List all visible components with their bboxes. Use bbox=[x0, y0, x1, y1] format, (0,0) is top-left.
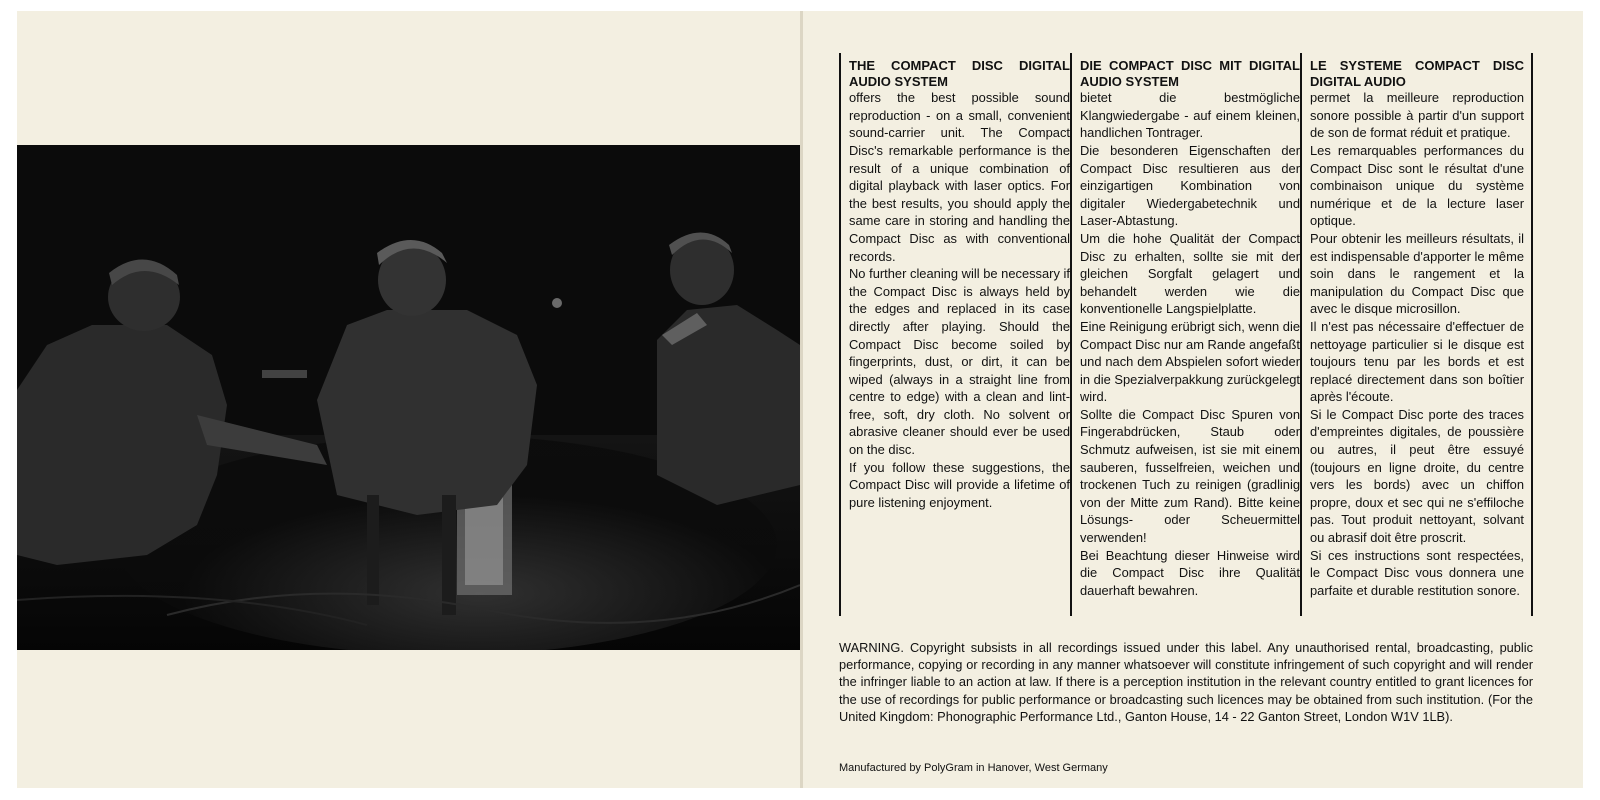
right-page bbox=[803, 11, 1583, 788]
english-heading: THE COMPACT DISC DIGITAL AUDIO SYSTEM bbox=[849, 58, 1070, 89]
concert-photo-image bbox=[17, 145, 800, 650]
french-paragraph: permet la meilleure reproduction sonore possible à partir d'un support de son de format réduit et pratique. bbox=[1310, 90, 1524, 141]
manufacturer-credit: Manufactured by PolyGram in Hanover, West Germany bbox=[839, 762, 1108, 774]
french-paragraph: Pour obtenir les meilleurs résultats, il est indispensable d'apporter le même soin dans le rangement et la manipulation du Compact Disc que avec le disque microsillon. bbox=[1310, 230, 1524, 317]
english-paragraph: If you follow these suggestions, the Compact Disc will provide a lifetime of pure listening enjoyment. bbox=[849, 459, 1070, 510]
german-paragraph: Bei Beachtung dieser Hinweise wird die Compact Disc ihre Qualität dauerhaft bewahren. bbox=[1080, 547, 1300, 598]
english-paragraph: No further cleaning will be necessary if the Compact Disc is always held by the edges and replaced in its case directly after playing. Should the Compact Disc become soiled by fingerprints, dust, or dirt, it can be wiped (always in a straight line from centre to edge) with a clean and lint-free, soft, dry cloth. No solvent or abrasive cleaner should ever be used on the disc. bbox=[849, 266, 1070, 458]
english-paragraph: offers the best possible sound reproduction - on a small, convenient sound-carrier unit. The Compact Disc's remarkable performance is the result of a unique combination of digital playback with laser optics. For the best results, you should apply the same care in storing and handling the Compact Disc as with conventional records. bbox=[849, 90, 1070, 264]
german-paragraph: Die besonderen Eigenschaften der Compact Disc resultieren aus der einzigartigen Kombination von digitaler Wiedergabetechnik und Laser-Abtastung. bbox=[1080, 142, 1300, 229]
german-column bbox=[1070, 53, 1300, 616]
german-paragraph: Um die hohe Qualität der Compact Disc zu erhalten, sollte sie mit der gleichen Sorgfalt gelagert und behandelt werden wie die konventionelle Langspielplatte. bbox=[1080, 230, 1300, 317]
french-column bbox=[1300, 53, 1533, 616]
german-heading: DIE COMPACT DISC MIT DIGITAL AUDIO SYSTEM bbox=[1080, 58, 1300, 89]
copyright-warning: WARNING. Copyright subsists in all recordings issued under this label. Any unauthorised rental, broadcasting, public performance, copying or recording in any manner whatsoever will constitute infringement of such copyright and will render the infringer liable to an action at law. If there is a perception institution in the relevant country entitled to grant licences for the use of recordings for public performance or broadcasting such licences may be obtained from such institution. (For the United Kingdom: Phonographic Performance Ltd., Ganton House, 14 - 22 Ganton Street, London W1V 1LB). bbox=[839, 640, 1533, 724]
french-paragraph: Si le Compact Disc porte des traces d'empreintes digitales, de poussière ou autres, il peut être essuyé (toujours en ligne droite, du centre vers les bords) avec un chiffon propre, doux et sec qui ne s'effiloche pas. Tout produit nettoyant, solvant ou abrasif doit être proscrit. bbox=[1310, 406, 1524, 546]
english-column bbox=[839, 53, 1070, 616]
french-paragraph: Si ces instructions sont respectées, le Compact Disc vous donnera une parfaite et durable restitution sonore. bbox=[1310, 547, 1524, 598]
german-paragraph: Sollte die Compact Disc Spuren von Fingerabdrücken, Staub oder Schmutz aufweisen, ist sie mit einem sauberen, fusselfreien, weichen und trockenen Tuch zu reinigen (gradlinig von der Mitte zum Rand). Bitte keine Lösungs- oder Scheuermittel verwenden! bbox=[1080, 406, 1300, 546]
german-paragraph: Eine Reinigung erübrigt sich, wenn die Compact Disc nur am Rande angefaßt und nach dem Abspielen sofort wieder in die Spezialverpakkung zurückgelegt wird. bbox=[1080, 318, 1300, 405]
concert-photo bbox=[17, 145, 800, 650]
french-paragraph: Il n'est pas nécessaire d'effectuer de nettoyage particulier si le disque est toujours tenu par les bords et est replacé directement dans son boîtier après l'écoute. bbox=[1310, 318, 1524, 405]
french-paragraph: Les remarquables performances du Compact Disc sont le résultat d'une combinaison unique du système numérique et de la lecture laser optique. bbox=[1310, 142, 1524, 229]
left-page bbox=[17, 11, 800, 788]
german-paragraph: bietet die bestmögliche Klangwiedergabe - auf einem kleinen, handlichen Tontrager. bbox=[1080, 90, 1300, 141]
french-heading: LE SYSTEME COMPACT DISC DIGITAL AUDIO bbox=[1310, 58, 1524, 89]
